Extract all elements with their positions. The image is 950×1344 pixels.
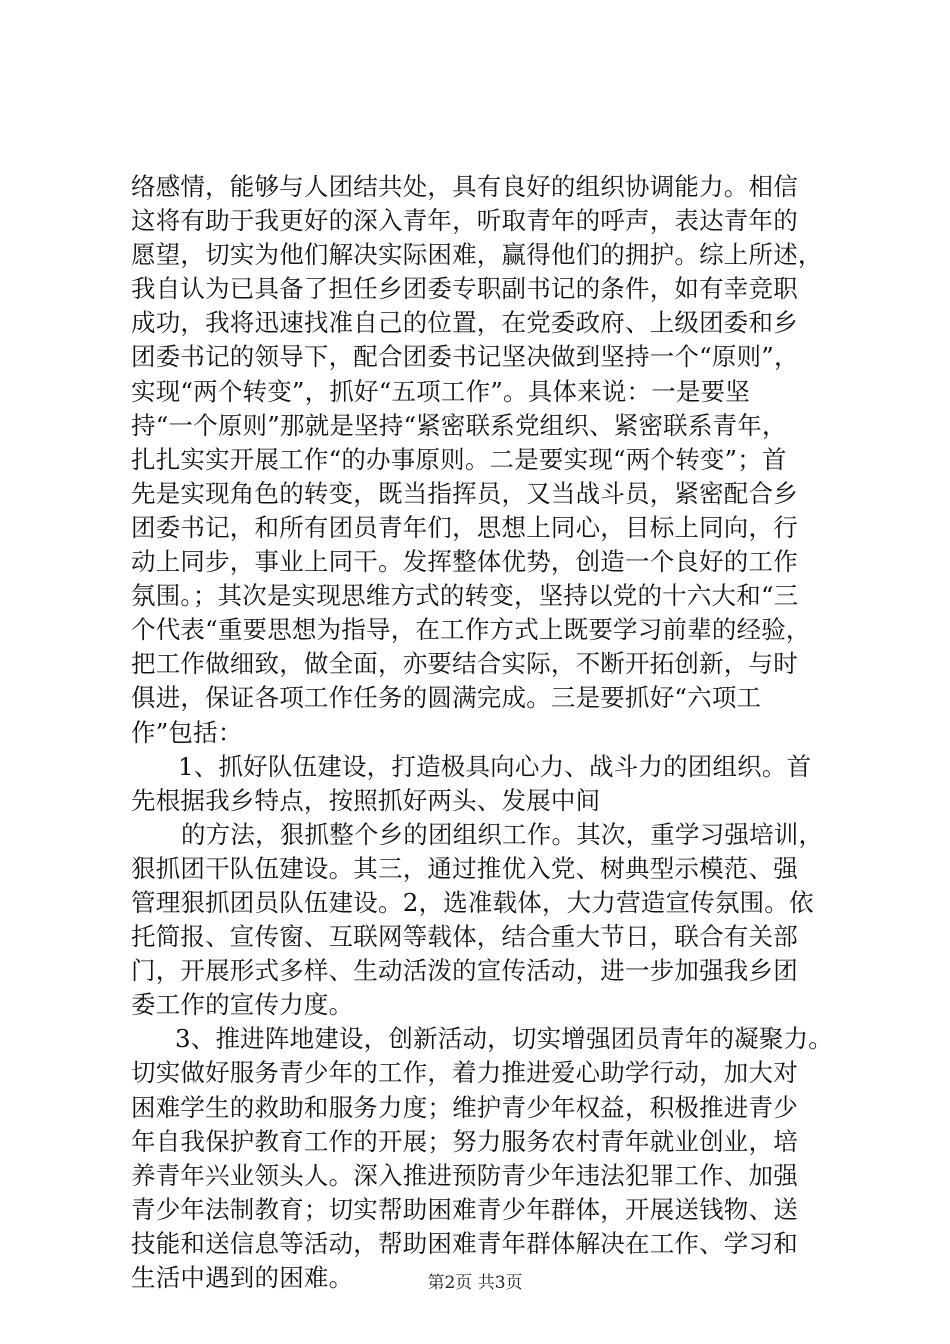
text-line: 氛围。；其次是实现思维方式的转变，坚持以党的十六大和“三	[131, 581, 799, 611]
text-line: 把工作做细致，做全面，亦要结合实际，不断开拓创新，与时	[131, 649, 798, 679]
text-line: 我自认为已具备了担任乡团委专职副书记的条件，如有幸竞职	[131, 274, 798, 304]
text-line: 切实做好服务青少年的工作，着力推进爱心助学行动，加大对	[131, 1058, 798, 1088]
text-line: 养青年兴业领头人。深入推进预防青少年违法犯罪工作、加强	[131, 1160, 798, 1190]
text-line: 青少年法制教育；切实帮助困难青少年群体，开展送钱物、送	[131, 1194, 798, 1224]
text-line: 托简报、宣传窗、互联网等载体，结合重大节日，联合有关部	[131, 922, 798, 952]
text-line: 的方法，狠抓整个乡的团组织工作。其次，重学习强培训，	[181, 819, 824, 849]
text-line: 年自我保护教育工作的开展；努力服务农村青年就业创业，培	[131, 1126, 798, 1156]
text-line: 实现“两个转变”，抓好“五项工作”。具体来说：一是要坚	[131, 376, 750, 406]
text-line: 扎扎实实开展工作“的办事原则。二是要实现“两个转变”；首	[131, 444, 787, 474]
text-line: 管理狠抓团员队伍建设。2，选准载体，大力营造宣传氛围。依	[131, 887, 814, 917]
text-line: 这将有助于我更好的深入青年，听取青年的呼声，表达青年的	[131, 206, 798, 236]
text-line: 俱进，保证各项工作任务的圆满完成。三是要抓好“六项工	[131, 683, 762, 713]
text-line: 先是实现角色的转变，既当指挥员，又当战斗员，紧密配合乡	[131, 478, 798, 508]
text-line: 门，开展形式多样、生动活泼的宣传活动，进一步加强我乡团	[131, 956, 798, 986]
text-line: 成功，我将迅速找准自己的位置，在党委政府、上级团委和乡	[131, 308, 798, 338]
text-line: 作”包括：	[131, 717, 243, 747]
text-line: 狠抓团干队伍建设。其三，通过推优入党、树典型示模范、强	[131, 853, 798, 883]
text-line: 团委书记，和所有团员青年们，思想上同心，目标上同向，行	[131, 512, 798, 542]
text-line: 困难学生的救助和服务力度；维护青少年权益，积极推进青少	[131, 1092, 798, 1122]
text-line: 委工作的宣传力度。	[131, 990, 354, 1020]
text-line: 愿望，切实为他们解决实际困难，赢得他们的拥护。综上所述，	[131, 240, 823, 270]
text-line: 持“一个原则”那就是坚持“紧密联系党组织、紧密联系青年，	[131, 410, 787, 440]
text-line: 个代表“重要思想为指导，在工作方式上既要学习前辈的经验，	[131, 615, 811, 645]
page-number-footer: 第2页 共3页	[427, 1273, 523, 1293]
text-line: 络感情，能够与人团结共处，具有良好的组织协调能力。相信	[131, 172, 798, 201]
body-text	[131, 170, 831, 1295]
text-line: 动上同步，事业上同干。发挥整体优势，创造一个良好的工作	[131, 547, 798, 577]
text-line: 3、推进阵地建设，创新活动，切实增强团员青年的凝聚力。	[175, 1024, 833, 1054]
text-line: 技能和送信息等活动，帮助困难青年群体解决在工作、学习和	[131, 1228, 798, 1258]
text-line: 先根据我乡特点，按照抓好两头、发展中间	[131, 785, 601, 815]
text-line: 1、抓好队伍建设，打造极具向心力、战斗力的团组织。首	[178, 751, 812, 781]
text-line: 生活中遇到的困难。	[131, 1263, 354, 1292]
text-line: 团委书记的领导下，配合团委书记坚决做到坚持一个“原则”，	[131, 342, 799, 372]
